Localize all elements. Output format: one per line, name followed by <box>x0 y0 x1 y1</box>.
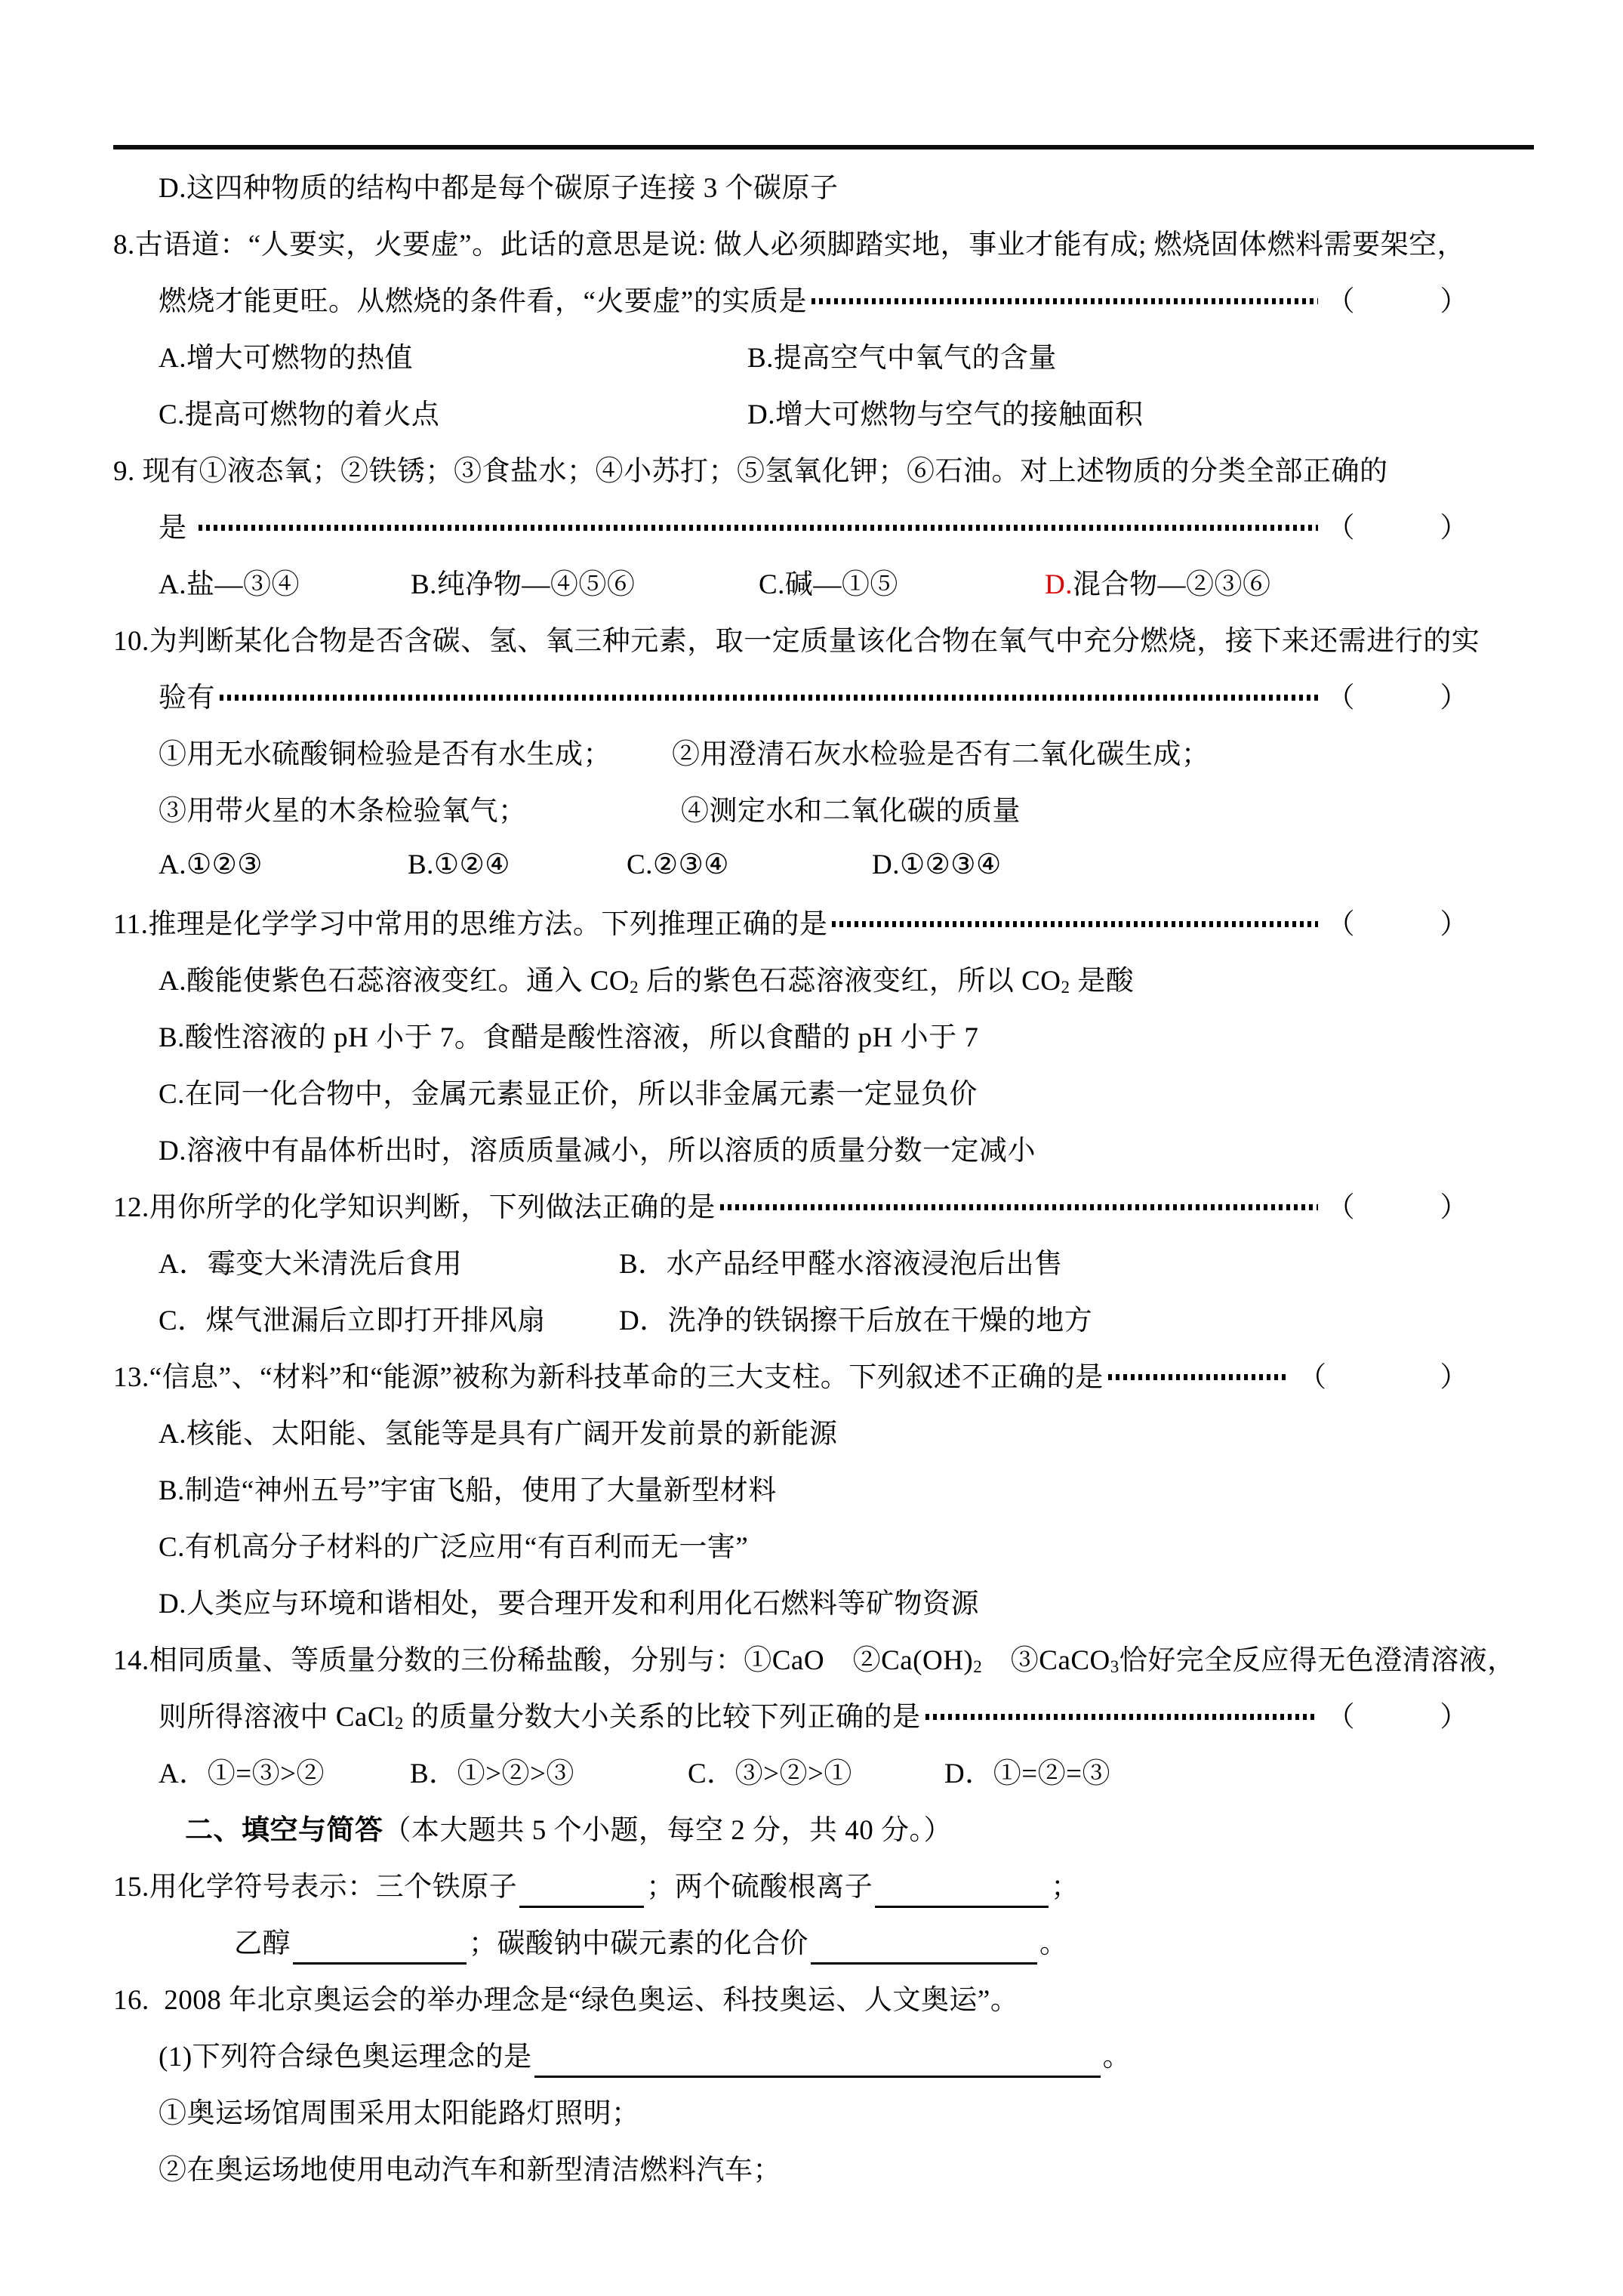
answer-parentheses: （ ） <box>1326 285 1468 317</box>
text-run: 混合物—②③⑥ <box>1072 569 1271 600</box>
text-run: 乙醇 <box>234 1928 291 1959</box>
text-run: ③CaCO <box>982 1644 1110 1676</box>
option-column: C.提高可燃物的着火点 <box>159 399 440 430</box>
option-column: B．①>②>③ <box>410 1758 574 1789</box>
q16-stem <box>113 1968 1540 2025</box>
text-run: ②在奥运场地使用电动汽车和新型清洁燃料汽车； <box>159 2154 781 2186</box>
text-run: 的质量分数大小关系的比较下列正确的是 <box>403 1701 921 1733</box>
text-run: D．洗净的铁锅擦干后放在干燥的地方 <box>619 1305 1093 1336</box>
fill-in-blank-line <box>293 1928 467 1965</box>
text-run: B.制造“神州五号”宇宙飞船，使用了大量新型材料 <box>159 1475 777 1506</box>
q9-stem-line-1 <box>113 439 1540 496</box>
text-run: 13.“信息”、“材料”和“能源”被称为新科技革命的三大支柱。下列叙述不正确的是 <box>113 1361 1104 1393</box>
chemical-subscript: 2 <box>973 1657 983 1676</box>
option-column: A.增大可燃物的热值 <box>159 342 413 374</box>
text-run: A.核能、太阳能、氢能等是具有广阔开发前景的新能源 <box>159 1418 838 1450</box>
q8-stem-line-1 <box>113 213 1540 270</box>
text-run: D.人类应与环境和谐相处，要合理开发和利用化石燃料等矿物资源 <box>159 1588 979 1620</box>
q15-line-2 <box>113 1912 1540 1968</box>
q8-options-ab <box>113 326 1540 383</box>
dotted-answer-leader <box>720 1204 1318 1210</box>
option-column: C．③>②>① <box>688 1758 852 1789</box>
text-run: D.①②③④ <box>872 849 1002 880</box>
q13-option-b <box>113 1459 1540 1515</box>
text-run: ④测定水和二氧化碳的质量 <box>681 795 1021 827</box>
answer-parentheses: （ ） <box>1326 1701 1468 1733</box>
text-run: （本大题共 5 个小题，每空 2 分，共 40 分。） <box>383 1814 952 1846</box>
q16-item-2 <box>113 2138 1540 2195</box>
text-run: D.这四种物质的结构中都是每个碳原子连接 3 个碳原子 <box>159 172 839 204</box>
text-run: ②用澄清石灰水检验是否有二氧化碳生成； <box>672 738 1210 770</box>
option-column: B.①②④ <box>408 849 510 880</box>
option-column: B.纯净物—④⑤⑥ <box>411 569 636 600</box>
text-run: C.有机高分子材料的广泛应用“有百利而无一害” <box>159 1531 749 1563</box>
q8-options-cd <box>113 383 1540 439</box>
text-run: ；两个硫酸根离子 <box>646 1871 873 1903</box>
text-run: 16. 2008 年北京奥运会的举办理念是“绿色奥运、科技奥运、人文奥运”。 <box>113 1984 1019 2016</box>
text-run: 则所得溶液中 CaCl <box>159 1701 395 1733</box>
dotted-answer-leader <box>925 1714 1318 1720</box>
text-run: 后的紫色石蕊溶液变红，所以 CO <box>639 965 1061 997</box>
text-run: B.酸性溶液的 pH 小于 7。食醋是酸性溶液，所以食醋的 pH 小于 7 <box>159 1022 979 1053</box>
text-run: 11.推理是化学学习中常用的思维方法。下列推理正确的是 <box>113 908 828 940</box>
text-run: 是酸 <box>1070 965 1135 997</box>
option-column: C.②③④ <box>627 849 729 880</box>
text-run: (1)下列符合绿色奥运理念的是 <box>159 2041 532 2073</box>
chemical-subscript: 3 <box>1110 1657 1119 1676</box>
answer-parentheses: （ ） <box>1326 512 1468 544</box>
text-run: C.碱—①⑤ <box>759 569 898 600</box>
q11-option-b <box>113 1006 1540 1062</box>
text-run: 8.古语道：“人要实，火要虚”。此话的意思是说: 做人必须脚踏实地，事业才能有成; 燃烧固体燃料需要架空， <box>113 229 1466 260</box>
option-column: A．霉变大米清洗后食用 <box>159 1248 463 1280</box>
text-run: B．水产品经甲醛水溶液浸泡后出售 <box>619 1248 1063 1280</box>
text-run: D.增大可燃物与空气的接触面积 <box>747 399 1144 430</box>
q14-stem-line-1 <box>113 1629 1540 1685</box>
answer-letter-red: D. <box>1045 569 1073 600</box>
q14-stem-line-2 <box>113 1685 1540 1742</box>
exam-page-content <box>113 156 1540 2195</box>
q10-stem-line-1 <box>113 609 1540 666</box>
q15-line-1 <box>113 1855 1540 1912</box>
q10-stem-line-2 <box>113 666 1540 723</box>
q16-item-1 <box>113 2082 1540 2138</box>
option-column <box>759 561 1045 602</box>
answer-parentheses: （ ） <box>1298 1361 1468 1393</box>
fill-in-blank-line <box>519 1872 644 1908</box>
text-run: 12.用你所学的化学知识判断，下列做法正确的是 <box>113 1191 716 1223</box>
text-run: 9. 现有①液态氧；②铁锈；③食盐水；④小苏打；⑤氢氧化钾；⑥石油。对上述物质的分类全部正确的 <box>113 455 1388 487</box>
q11-option-a <box>113 949 1540 1006</box>
text-run: 。 <box>1039 1928 1068 1959</box>
text-run: 10.为判断某化合物是否含碳、氢、氧三种元素，取一定质量该化合物在氧气中充分燃烧，接下来还需进行的实 <box>113 625 1480 657</box>
option-column: ③用带火星的木条检验氧气； <box>159 795 527 827</box>
text-run: 15.用化学符号表示：三个铁原子 <box>113 1871 518 1903</box>
answer-parentheses: （ ） <box>1326 682 1468 713</box>
option-column <box>1045 561 1270 602</box>
text-run: 14.相同质量、等质量分数的三份稀盐酸，分别与：①CaO ②Ca(OH) <box>113 1644 974 1676</box>
q7-option-d <box>113 156 1540 213</box>
q13-stem <box>113 1345 1540 1402</box>
text-run: B.提高空气中氧气的含量 <box>747 342 1057 374</box>
dotted-answer-leader <box>832 921 1317 927</box>
q8-stem-line-2 <box>113 270 1540 326</box>
section-title-text: 二、填空与简答 <box>185 1814 383 1846</box>
text-run: ； <box>1051 1871 1079 1903</box>
chemical-subscript: 2 <box>1061 977 1070 997</box>
text-run: D．①=②=③ <box>944 1758 1110 1789</box>
section-2-header <box>113 1798 1540 1855</box>
text-run: ；碳酸钠中碳元素的化合价 <box>469 1928 808 1959</box>
q12-stem <box>113 1176 1540 1232</box>
chemical-subscript: 2 <box>630 977 639 997</box>
q14-options <box>113 1742 1540 1798</box>
fill-in-blank-line <box>534 2042 1101 2078</box>
option-column: A．①=③>② <box>159 1758 325 1789</box>
q9-stem-line-2 <box>113 496 1540 553</box>
q10-items-3-4 <box>113 779 1540 836</box>
q12-options-ab <box>113 1232 1540 1289</box>
q12-options-cd <box>113 1289 1540 1345</box>
dotted-answer-leader <box>1108 1374 1289 1380</box>
q16-sub-question-1 <box>113 2025 1540 2082</box>
option-column: C．煤气泄漏后立即打开排风扇 <box>159 1305 546 1336</box>
option-column: A.①②③ <box>159 849 263 880</box>
q9-options <box>113 553 1540 609</box>
text-run: A.酸能使紫色石蕊溶液变红。通入 CO <box>159 965 630 997</box>
q13-option-c <box>113 1515 1540 1572</box>
fill-in-blank-line <box>875 1872 1049 1908</box>
text-run: 验有 <box>159 682 215 713</box>
dotted-answer-leader <box>199 525 1317 531</box>
dotted-answer-leader <box>220 695 1318 701</box>
text-run: ①奥运场馆周围采用太阳能路灯照明； <box>159 2097 640 2129</box>
text-run: D.溶液中有晶体析出时，溶质质量减小，所以溶质的质量分数一定减小 <box>159 1135 1036 1166</box>
option-column: ①用无水硫酸铜检验是否有水生成； <box>159 738 611 770</box>
chemical-subscript: 2 <box>394 1713 404 1733</box>
q10-options <box>113 836 1540 892</box>
text-run: 。 <box>1102 2041 1132 2073</box>
text-run: 是 <box>159 512 195 544</box>
q13-option-d <box>113 1572 1540 1629</box>
q11-option-d <box>113 1119 1540 1176</box>
answer-parentheses: （ ） <box>1326 1191 1468 1223</box>
q11-stem <box>113 892 1540 949</box>
text-run: 恰好完全反应得无色澄清溶液， <box>1119 1644 1516 1676</box>
text-run: C.在同一化合物中，金属元素显正价，所以非金属元素一定显负价 <box>159 1078 978 1110</box>
q11-option-c <box>113 1062 1540 1119</box>
header-divider-rule <box>113 145 1534 149</box>
q13-option-a <box>113 1402 1540 1459</box>
q10-items-1-2 <box>113 723 1540 779</box>
fill-in-blank-line <box>811 1928 1037 1965</box>
option-column: A.盐—③④ <box>159 569 300 600</box>
answer-parentheses: （ ） <box>1326 908 1468 940</box>
text-run: 燃烧才能更旺。从燃烧的条件看，“火要虚”的实质是 <box>159 285 807 317</box>
dotted-answer-leader <box>812 298 1318 304</box>
